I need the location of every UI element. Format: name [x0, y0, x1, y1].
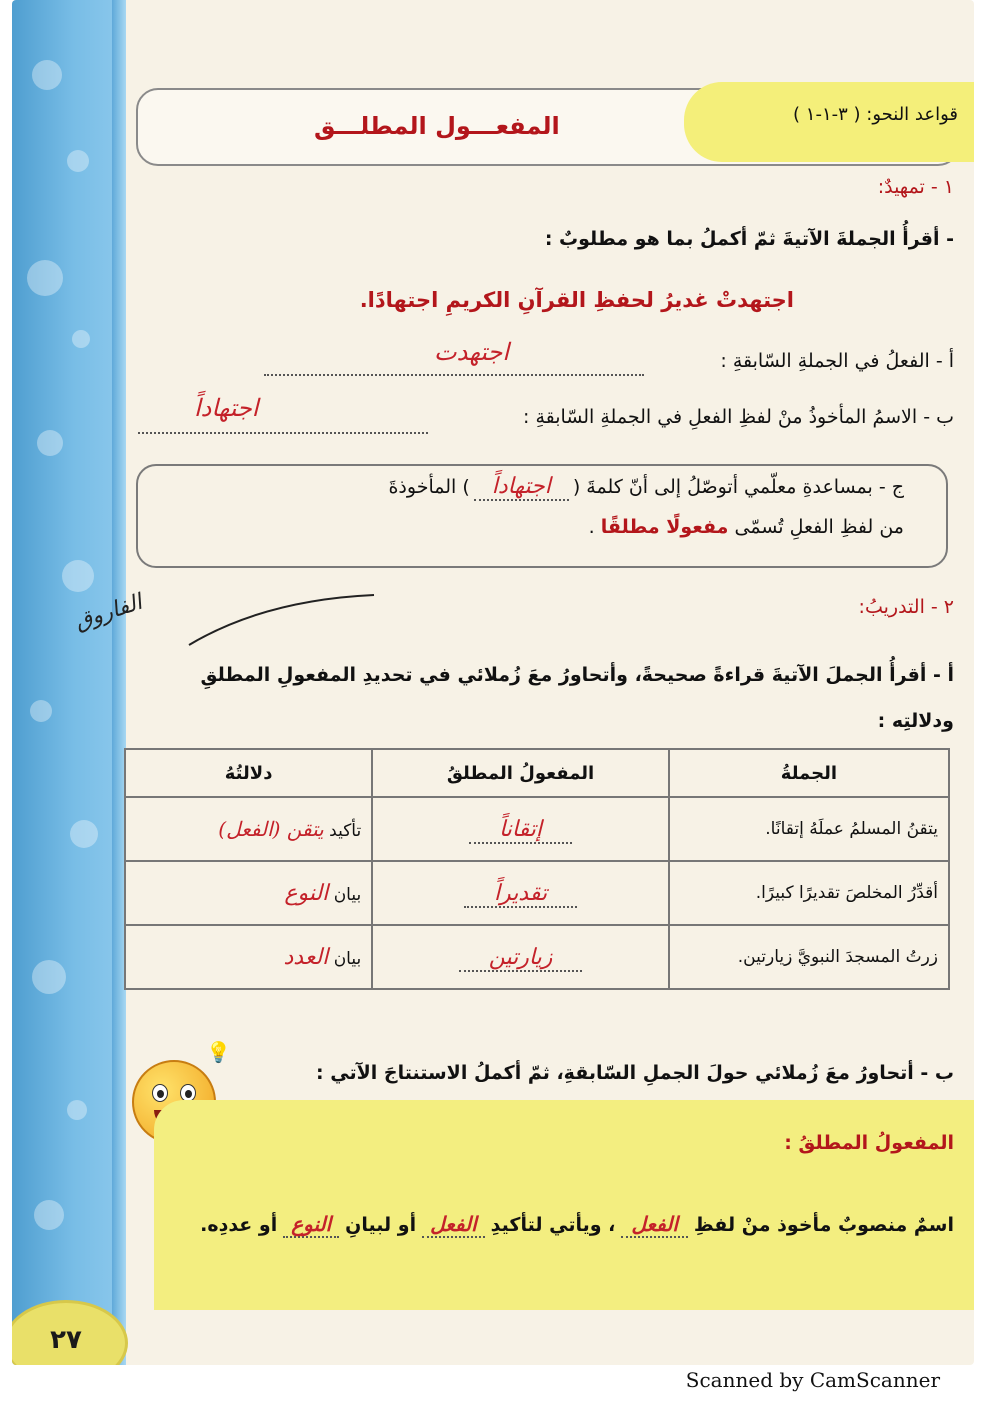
concl-part4: أو عددِه. [200, 1214, 278, 1236]
question-c-end: ) المأخوذةَ [388, 476, 470, 498]
row3-meaning-cell [125, 925, 372, 989]
answer-a-handwritten: اجتهدت [434, 338, 509, 366]
row3-meaning: العدد [283, 944, 329, 970]
row2-prefix: بيان [333, 884, 362, 905]
concl-part1: اسمٌ منصوبٌ مأخوذ منْ لفظِ [693, 1214, 954, 1236]
question-c-start: ج - بمساعدةِ معلّمي أتوصّلُ إلى أنّ كلمةَ ( [572, 476, 904, 498]
answer-b-line [138, 410, 428, 434]
example-sentence: اجتهدتْ غديرُ لحفظِ القرآنِ الكريمِ اجتهادًا. [359, 288, 794, 312]
row1-prefix: تأكيد [329, 821, 362, 841]
table-row [125, 797, 949, 861]
question-c-line2-start: من لفظِ الفعلِ تُسمّى [734, 516, 904, 538]
lightbulb-icon: 💡 [206, 1040, 231, 1064]
table-header-row [125, 749, 949, 797]
question-c-line2-end: . [588, 516, 595, 538]
row1-sentence: يتقنُ المسلمُ عملَهُ إتقانًا. [669, 797, 949, 861]
table-row [125, 925, 949, 989]
question-b: ب - الاسمُ المأخوذُ منْ لفظِ الفعلِ في الجملةِ السّابقةِ : [523, 406, 954, 428]
header-meaning: دلالتُهُ [125, 749, 372, 797]
conclusion-text [200, 1212, 954, 1238]
row1-meaning-cell [125, 797, 372, 861]
concl-answer2: الفعل [422, 1212, 485, 1238]
concl-part3: أو لبيانِ [345, 1214, 417, 1236]
header-sentence: الجملةُ [669, 749, 949, 797]
question-c-line2-term: مفعولًا مطلقًا [600, 516, 729, 538]
question-c-line1 [388, 474, 904, 501]
page-spine-decoration [12, 0, 124, 1365]
page-content [71, 0, 974, 1365]
book-page [12, 0, 974, 1365]
section2-heading: ٢ - التدريبُ: [858, 596, 954, 618]
concl-answer3: النوع [283, 1212, 339, 1238]
concl-part2: ، ويأتي لتأكيدِ [490, 1214, 616, 1236]
answer-b-handwritten: اجتهاداً [194, 394, 259, 422]
section1-heading: ١ - تمهيدٌ: [877, 176, 954, 198]
page-number: ٢٧ [50, 1325, 82, 1355]
row3-maf: زيارتين [459, 945, 583, 972]
row3-sentence: زرتُ المسجدَ النبويَّ زيارتين. [669, 925, 949, 989]
question-a: أ - الفعلُ في الجملةِ السّابقةِ : [720, 350, 954, 372]
section3-instruction: ب - أتحاورُ معَ زُملائي حولَ الجملِ السّابقةِ، ثمّ أكملُ الاستنتاجَ الآتي : [316, 1062, 954, 1084]
table-row [125, 861, 949, 925]
lesson-title: المفعـــول المطلـــق [314, 112, 560, 140]
row3-prefix: بيان [333, 948, 362, 969]
section1-instruction: - أقرأُ الجملةَ الآتيةَ ثمّ أكملُ بما هو مطلوبٌ : [544, 228, 954, 250]
row1-maf-cell [372, 797, 669, 861]
lesson-label: قواعد النحو: ( ٣-١-١ ) [793, 104, 958, 125]
row2-meaning-cell [125, 861, 372, 925]
question-c-line2 [589, 516, 904, 538]
row2-maf: تقديراً [464, 881, 577, 908]
row1-maf: إتقاناً [469, 817, 572, 844]
header-maf: المفعولُ المطلقُ [372, 749, 669, 797]
section2-instruction-line1: أ - أقرأُ الجملَ الآتيةَ قراءةً صحيحةً، وأتحاورُ معَ زُملائي في تحديدِ المفعولِ المطلقِ [200, 664, 954, 686]
pen-scribble [184, 590, 384, 650]
row2-meaning: النوع [284, 880, 329, 906]
row3-maf-cell [372, 925, 669, 989]
row1-meaning: يتقن (الفعل) [218, 817, 324, 841]
section2-instruction-line2: ودلالتِه : [877, 710, 954, 732]
answer-c-handwritten: اجتهاداً [474, 474, 569, 501]
conclusion-title: المفعولُ المطلقُ : [784, 1132, 954, 1154]
practice-table [124, 748, 950, 990]
handwritten-note: الفاروق [71, 589, 146, 636]
concl-answer1: الفعل [621, 1212, 688, 1238]
row2-sentence: أقدِّرُ المخلصَ تقديرًا كبيرًا. [669, 861, 949, 925]
scanner-footer: Scanned by CamScanner [685, 1368, 940, 1392]
row2-maf-cell [372, 861, 669, 925]
